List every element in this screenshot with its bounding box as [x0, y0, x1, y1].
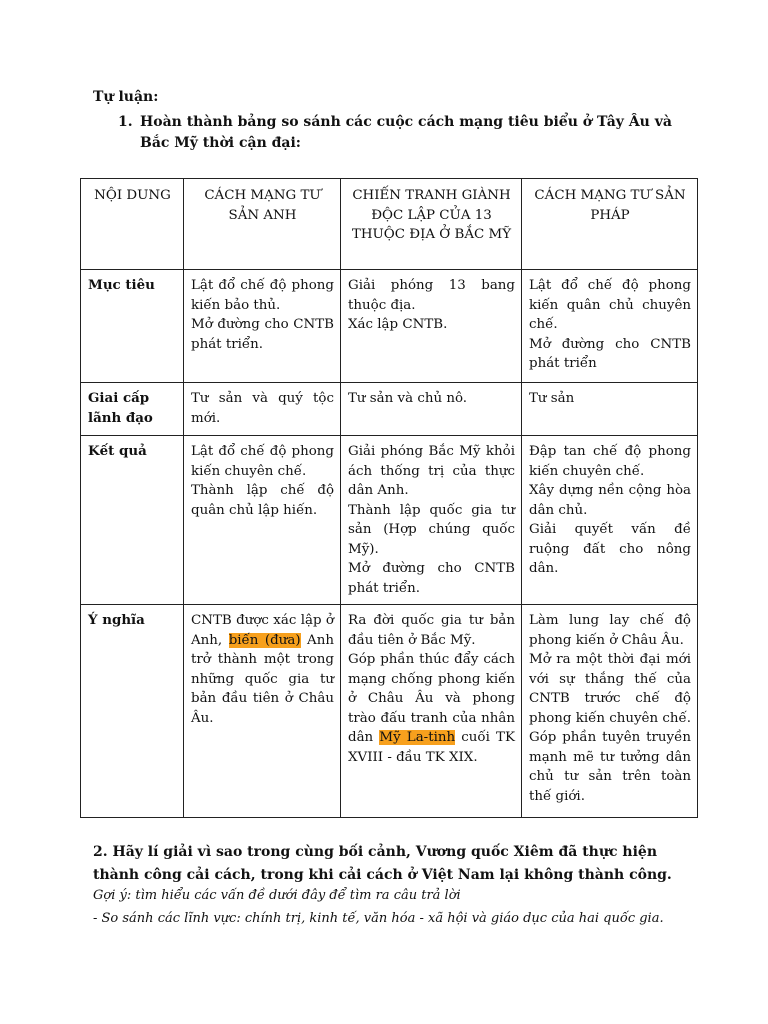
- table-cell: [184, 270, 341, 383]
- cell-line: Góp phần tuyên truyền mạnh mẽ tư tưởng dân chủ tư sản trên toàn thế giới.: [529, 730, 691, 804]
- table-row: [81, 605, 698, 818]
- cell-line: Giải quyết vấn đề ruộng đất cho nông dân.: [529, 522, 691, 576]
- table-cell: [341, 383, 522, 436]
- cell-line: Mở đường cho CNTB phát triển.: [191, 317, 334, 352]
- table-cell: [522, 383, 698, 436]
- table-header-row: [81, 179, 698, 270]
- table-row: [81, 270, 698, 383]
- table-cell: [522, 270, 698, 383]
- cell-text: cuối TK XVIII - đầu TK XIX.: [348, 730, 515, 765]
- cell-line: [348, 650, 515, 767]
- cell-line: Lật đổ chế độ phong kiến bảo thủ.: [191, 278, 334, 313]
- cell-line: Xây dựng nền cộng hòa dân chủ.: [529, 483, 691, 518]
- comparison-table: [80, 178, 698, 818]
- table-cell: [184, 605, 341, 818]
- cell-line: Lật đổ chế độ phong kiến quân chủ chuyên chế.: [529, 278, 691, 332]
- cell-line: Mở ra một thời đại mới với sự thắng thế của CNTB trước chế độ phong kiến chuyên chế.: [529, 652, 691, 726]
- row-label-result: Kết quả: [81, 436, 184, 605]
- row-label-leading-class: Giai cấp lãnh đạo: [81, 383, 184, 436]
- cell-line: Giải phóng 13 bang thuộc địa.: [348, 278, 515, 313]
- table-cell: [341, 605, 522, 818]
- row-label-goal: Mục tiêu: [81, 270, 184, 383]
- hint-bullet: - So sánh các lĩnh vực: chính trị, kinh tế, văn hóa - xã hội và giáo dục của hai quốc gia.: [93, 911, 664, 926]
- cell-line: Mở đường cho CNTB phát triển.: [348, 561, 515, 596]
- hint-text: Gợi ý: tìm hiểu các vấn đề dưới đây để tìm ra câu trả lời: [93, 888, 461, 903]
- highlighted-text: biến (đưa): [228, 632, 301, 648]
- cell-line: Lật đổ chế độ phong kiến chuyên chế.: [191, 444, 334, 479]
- question-1-number: 1.: [118, 114, 133, 130]
- header-cell-french-revolution: CÁCH MẠNG TƯ SẢN PHÁP: [522, 179, 698, 270]
- section-heading: Tự luận:: [93, 89, 159, 105]
- cell-line: Xác lập CNTB.: [348, 317, 448, 332]
- question-2: 2. Hãy lí giải vì sao trong cùng bối cảnh, Vương quốc Xiêm đã thực hiện thành công cải cách, trong khi cải cách ở Việt Nam lại không thành công.: [93, 844, 672, 883]
- question-1: [118, 112, 678, 154]
- table-cell: [184, 383, 341, 436]
- table-cell: [522, 436, 698, 605]
- table-cell: [341, 270, 522, 383]
- cell-line: Thành lập quốc gia tư sản (Hợp chúng quốc Mỹ).: [348, 502, 515, 557]
- cell-line: Ra đời quốc gia tư bản đầu tiên ở Bắc Mỹ.: [348, 613, 515, 648]
- table-cell: [341, 436, 522, 605]
- cell-line: Đập tan chế độ phong kiến chuyên chế.: [529, 444, 691, 479]
- cell-text: CNTB được xác lập ở Anh,: [191, 613, 334, 648]
- table-row: [81, 383, 698, 436]
- header-cell-content: NỘI DUNG: [81, 179, 184, 270]
- cell-text: Góp phần thúc đẩy cách mạng chống phong kiến ở Châu Âu và phong trào đấu tranh của nhân dân: [348, 652, 515, 745]
- table-cell: [184, 436, 341, 605]
- question-1-text: Hoàn thành bảng so sánh các cuộc cách mạng tiêu biểu ở Tây Âu và Bắc Mỹ thời cận đại:: [140, 114, 672, 151]
- highlighted-text: Mỹ La-tinh: [379, 730, 456, 745]
- cell-line: Mở đường cho CNTB phát triển: [529, 336, 691, 371]
- cell-line: Thành lập chế độ quân chủ lập hiến.: [191, 483, 334, 518]
- header-cell-american-independence: CHIẾN TRANH GIÀNH ĐỘC LẬP CỦA 13 THUỘC ĐỊA Ở BẮC MỸ: [341, 179, 522, 270]
- header-cell-english-revolution: CÁCH MẠNG TƯ SẢN ANH: [184, 179, 341, 270]
- cell-line: Tư sản: [529, 391, 575, 406]
- table-cell: [522, 605, 698, 818]
- cell-line: Tư sản và quý tộc mới.: [191, 391, 334, 426]
- cell-line: Tư sản và chủ nô.: [348, 391, 468, 406]
- table-row: [81, 436, 698, 605]
- cell-text: Anh trở thành một trong những quốc gia tư bản đầu tiên ở Châu Âu.: [191, 632, 334, 726]
- row-label-significance: Ý nghĩa: [81, 605, 184, 818]
- cell-line: Làm lung lay chế độ phong kiến ở Châu Âu.: [529, 613, 691, 648]
- cell-line: Giải phóng Bắc Mỹ khỏi ách thống trị của thực dân Anh.: [348, 444, 515, 498]
